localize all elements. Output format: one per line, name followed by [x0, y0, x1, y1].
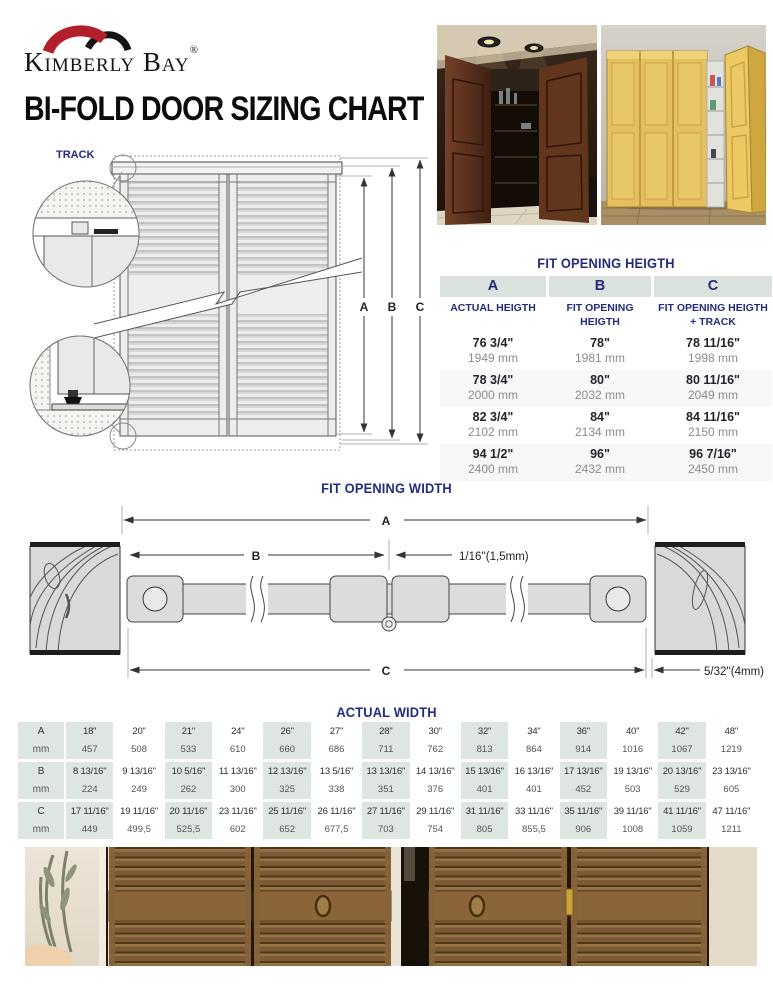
width-table-cell: 33 11/16" 855,5 [510, 802, 557, 839]
width-table-cell: 14 13/16" 376 [412, 762, 459, 799]
door-knob [316, 896, 330, 916]
width-table-row-label: C mm [18, 802, 64, 839]
width-table-cell: 42" 1067 [658, 722, 705, 759]
height-table-subheader [440, 297, 772, 333]
width-table-cell: 10 5/16" 262 [165, 762, 212, 799]
side-gap-annotation: 5/32''(4mm) [704, 666, 764, 678]
width-diagram-title: FIT OPENING WIDTH [321, 481, 452, 496]
width-table-cell: 25 11/16" 652 [263, 802, 310, 839]
height-table-cell: 78" 1981 mm [574, 336, 626, 366]
dim-c-label: C [415, 300, 425, 314]
width-table-cell: 16 13/16" 401 [510, 762, 557, 799]
col-b-key: B [549, 276, 651, 297]
dim-a-label: A [359, 300, 369, 314]
width-table-cell: 8 13/16" 224 [66, 762, 113, 799]
brass-hinge [566, 889, 573, 915]
track-label: TRACK [56, 149, 95, 161]
width-table-cell: 20 11/16" 525,5 [165, 802, 212, 839]
width-table-cell: 28" 711 [362, 722, 409, 759]
door-width-diagram [0, 498, 773, 698]
height-table [440, 276, 772, 481]
extension-lines [336, 158, 428, 444]
width-table-band-a [18, 722, 755, 759]
louver-panels [109, 847, 709, 966]
width-table-band-c [18, 802, 755, 839]
door-height-diagram [28, 138, 440, 476]
height-table-row [440, 333, 772, 370]
width-table-cell: 17 11/16" 449 [66, 802, 113, 839]
width-table-cell: 26" 660 [263, 722, 310, 759]
width-table-cell: 47 11/16" 1211 [708, 802, 755, 839]
height-table-cell: 96 7/16" 2450 mm [687, 447, 739, 477]
height-table-cell: 78 3/4" 2000 mm [467, 373, 519, 403]
height-table-title: FIT OPENING HEIGTH [537, 256, 675, 271]
width-table-cell: 30" 762 [412, 722, 459, 759]
col-c-label: FIT OPENING HEIGTH + TRACK [658, 302, 768, 328]
width-table-cell: 36" 914 [560, 722, 607, 759]
center-gap-annotation: 1/16''(1,5mm) [459, 551, 529, 563]
width-table-title: ACTUAL WIDTH [336, 705, 437, 720]
height-table-cell: 80 11/16" 2049 mm [686, 373, 740, 403]
width-table-cell: 27" 686 [313, 722, 360, 759]
col-b-label: FIT OPENING HEIGTH [566, 302, 634, 328]
height-table-row [440, 370, 772, 407]
width-table-cell: 32" 813 [461, 722, 508, 759]
width-table-cell: 20 13/16" 529 [658, 762, 705, 799]
height-table-cell: 76 3/4" 1949 mm [467, 336, 519, 366]
width-table-cell: 18" 457 [66, 722, 113, 759]
width-table-cell: 11 13/16" 300 [214, 762, 261, 799]
photo-dark-doors [437, 25, 597, 225]
width-table-cell: 48" 1219 [708, 722, 755, 759]
height-table-cell: 80" 2032 mm [574, 373, 626, 403]
width-table-cell: 40" 1016 [609, 722, 656, 759]
width-table-row-label: A mm [18, 722, 64, 759]
height-table-cell: 96" 2432 mm [574, 447, 626, 477]
width-table-cell: 27 11/16" 703 [362, 802, 409, 839]
width-table-body [18, 722, 755, 839]
height-table-cell: 78 11/16" 1998 mm [686, 336, 740, 366]
width-dim-b-label: B [251, 549, 261, 563]
width-table-cell: 29 11/16" 754 [412, 802, 459, 839]
width-table-cell: 21" 533 [165, 722, 212, 759]
photo-louvered-doors [25, 847, 757, 966]
width-table-cell: 17 13/16" 452 [560, 762, 607, 799]
height-table-header [440, 276, 772, 297]
track-bar [112, 162, 342, 174]
width-dim-c-label: C [381, 664, 391, 678]
door-plan-view [127, 576, 646, 631]
width-table-cell: 12 13/16" 325 [263, 762, 310, 799]
height-table-cell: 82 3/4" 2102 mm [467, 410, 519, 440]
height-table-body [440, 333, 772, 481]
width-table-band-b [18, 762, 755, 799]
width-table-cell: 26 11/16" 677,5 [313, 802, 360, 839]
width-table-cell: 19 13/16" 503 [609, 762, 656, 799]
height-table-row [440, 407, 772, 444]
page-title: BI-FOLD DOOR SIZING CHART [24, 90, 424, 128]
width-table-row-label: B mm [18, 762, 64, 799]
left-jamb-post [30, 542, 120, 655]
door-knob [470, 896, 484, 916]
width-dim-a-label: A [381, 514, 391, 528]
width-table-cell: 9 13/16" 249 [115, 762, 162, 799]
width-table-cell: 19 11/16" 499,5 [115, 802, 162, 839]
width-table-cell: 13 13/16" 351 [362, 762, 409, 799]
registered-mark: ® [189, 44, 198, 56]
width-table-cell: 13 5/16" 338 [313, 762, 360, 799]
photo-pine-doors [601, 25, 766, 225]
width-table [18, 722, 755, 842]
width-table-cell: 34" 864 [510, 722, 557, 759]
dim-b-label: B [387, 300, 397, 314]
height-table-cell: 94 1/2" 2400 mm [467, 447, 519, 477]
height-table-row [440, 444, 772, 481]
width-table-cell: 35 11/16" 906 [560, 802, 607, 839]
width-table-cell: 23 13/16" 605 [708, 762, 755, 799]
right-jamb-post [655, 542, 745, 655]
width-table-cell: 24" 610 [214, 722, 261, 759]
width-table-cell: 20" 508 [115, 722, 162, 759]
width-table-cell: 15 13/16" 401 [461, 762, 508, 799]
col-a-key: A [440, 276, 546, 297]
col-a-label: ACTUAL HEIGTH [450, 302, 536, 314]
width-table-cell: 23 11/16" 602 [214, 802, 261, 839]
brand-name: Kimberly Bay® [24, 44, 198, 77]
height-table-cell: 84" 2134 mm [574, 410, 626, 440]
width-table-cell: 39 11/16" 1008 [609, 802, 656, 839]
height-table-cell: 84 11/16" 2150 mm [686, 410, 740, 440]
width-table-cell: 41 11/16" 1059 [658, 802, 705, 839]
col-c-key: C [654, 276, 772, 297]
width-table-cell: 31 11/16" 805 [461, 802, 508, 839]
